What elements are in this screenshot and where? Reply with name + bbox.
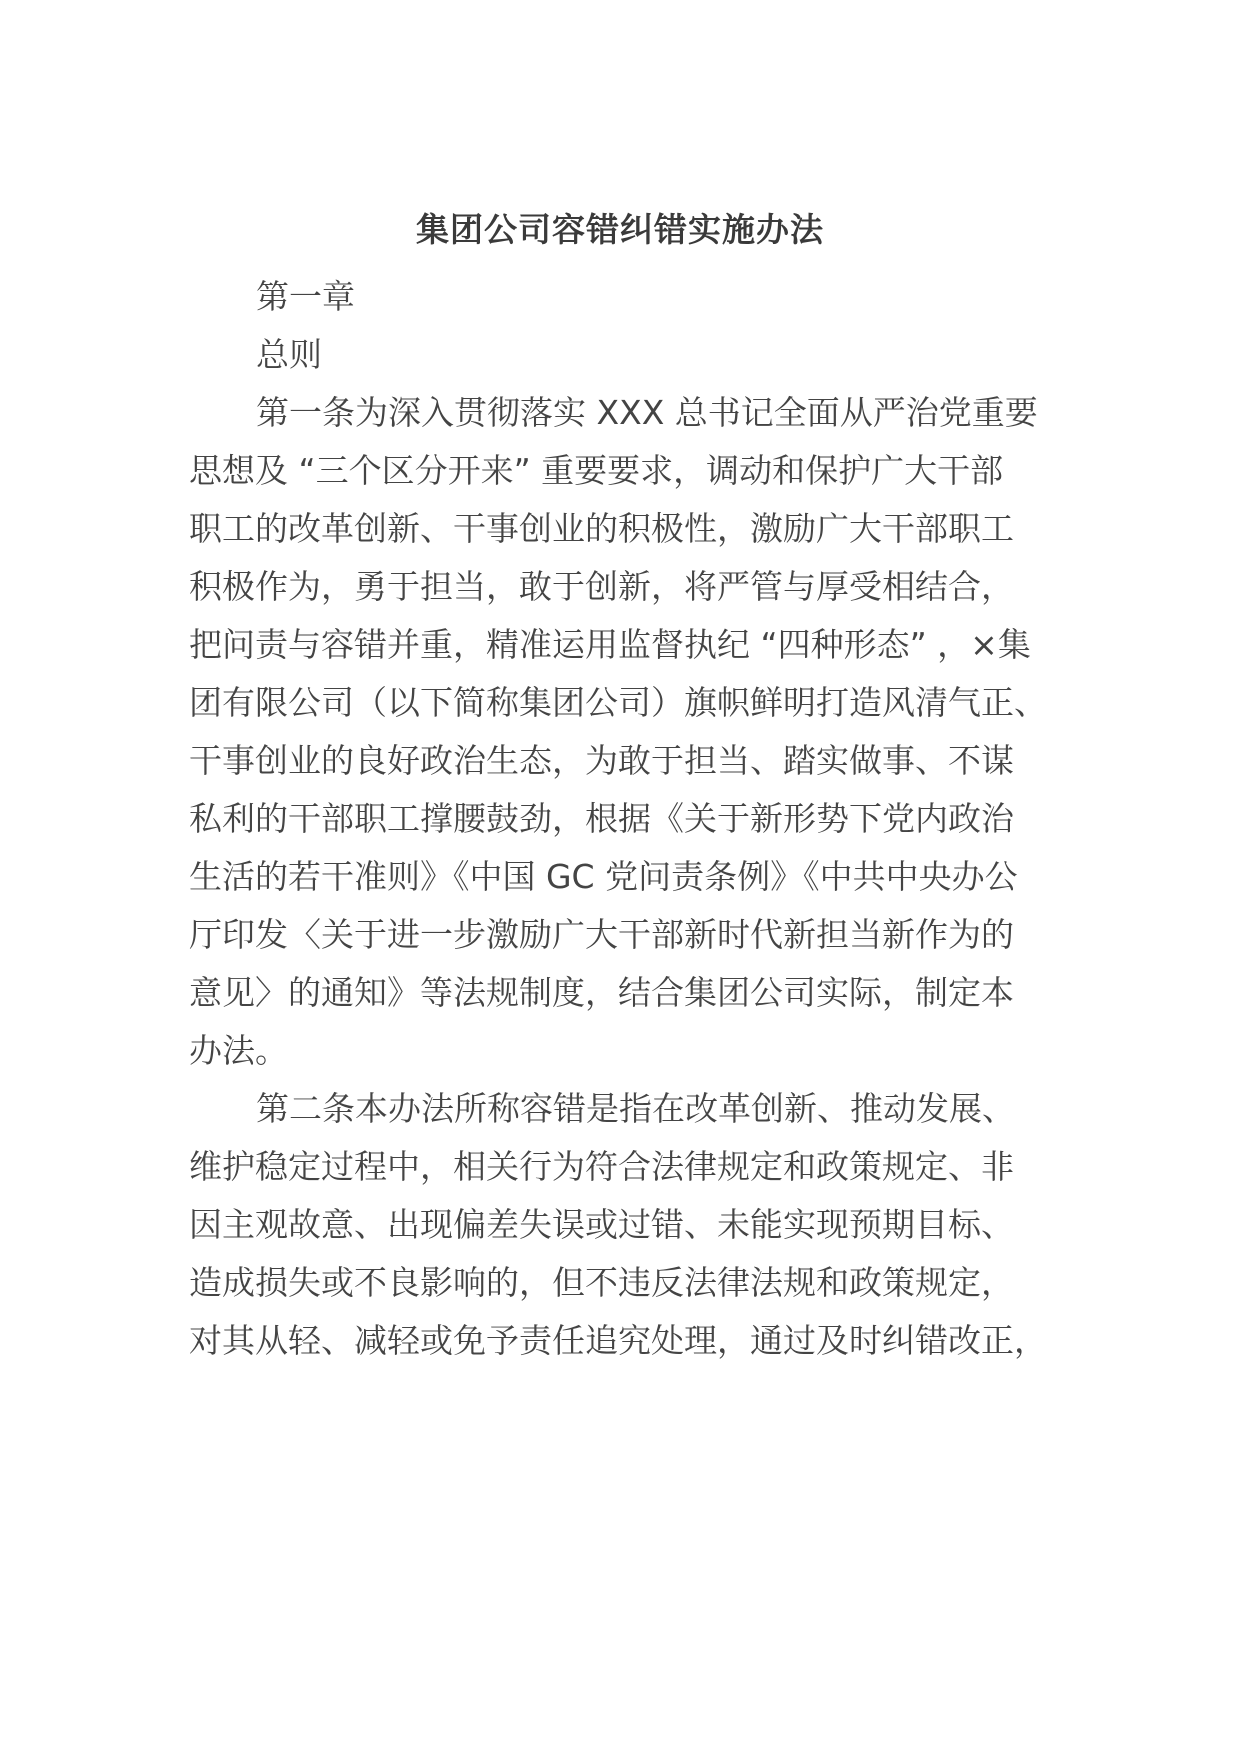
chapter-heading: 第一章 [256,277,355,316]
chapter-name: 总则 [256,335,322,374]
article1-line: 职工的改革创新、干事创业的积极性，激励广大干部职工 [189,509,1014,548]
article1-line: 干事创业的良好政治生态，为敢于担当、踏实做事、不谋 [189,741,1014,780]
article1-line: 第一条为深入贯彻落实 XXX 总书记全面从严治党重要 [256,393,1038,432]
article1-line: 积极作为，勇于担当，敢于创新，将严管与厚受相结合， [189,567,1014,606]
article2-line: 造成损失或不良影响的，但不违反法律法规和政策规定， [189,1263,1014,1302]
article1-line: 生活的若干准则》《中国 GC 党问责条例》《中共中央办公 [189,857,1018,896]
article2-line: 第二条本办法所称容错是指在改革创新、推动发展、 [256,1089,1015,1128]
article1-line: 办法。 [189,1031,288,1070]
article1-line: 团有限公司（以下简称集团公司）旗帜鲜明打造风清气正、 [189,683,1047,722]
document-title: 集团公司容错纠错实施办法 [416,210,824,249]
article2-line: 维护稳定过程中，相关行为符合法律规定和政策规定、非 [189,1147,1014,1186]
article2-line: 对其从轻、减轻或免予责任追究处理，通过及时纠错改正， [189,1321,1047,1360]
article2-line: 因主观故意、出现偏差失误或过错、未能实现预期目标、 [189,1205,1014,1244]
article1-line: 把问责与容错并重，精准运用监督执纪 “四种形态” ，×集 [189,625,1031,664]
article1-line: 意见〉的通知》等法规制度，结合集团公司实际，制定本 [189,973,1014,1012]
article1-line: 厅印发〈关于进一步激励广大干部新时代新担当新作为的 [189,915,1014,954]
article1-line: 思想及 “三个区分开来” 重要要求，调动和保护广大干部 [189,451,1004,490]
article1-line: 私利的干部职工撑腰鼓劲，根据《关于新形势下党内政治 [189,799,1014,838]
